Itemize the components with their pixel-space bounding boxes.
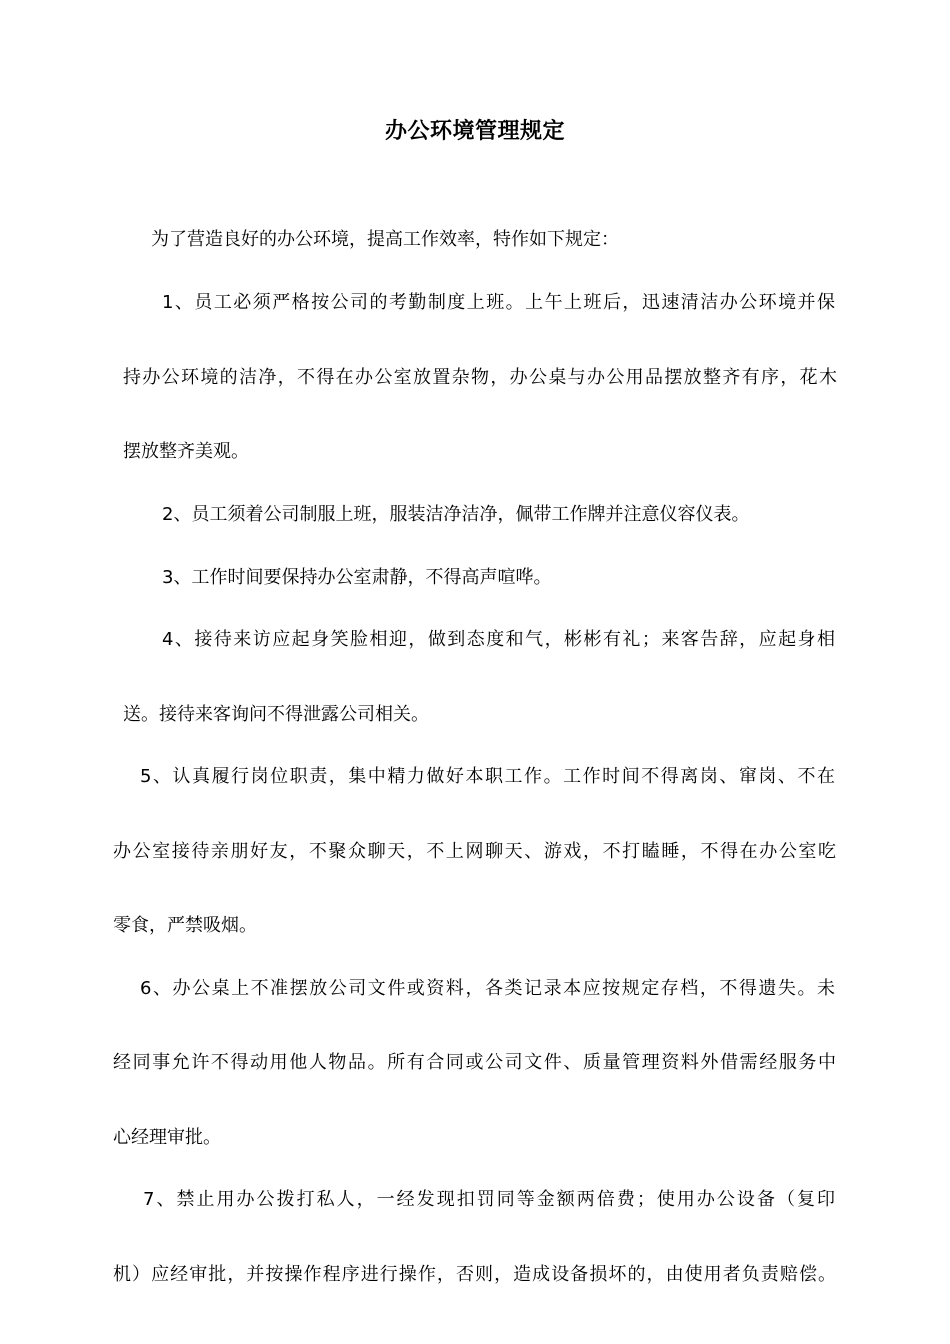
rule-2-line-1: 2、员工须着公司制服上班，服装洁净洁净，佩带工作牌并注意仪容仪表。	[162, 504, 750, 525]
rule-6-line-2: 经同事允许不得动用他人物品。所有合同或公司文件、质量管理资料外借需经服务中	[113, 1052, 836, 1073]
rule-6-line-3: 心经理审批。	[113, 1127, 221, 1148]
rule-5-line-2: 办公室接待亲朋好友，不聚众聊天，不上网聊天、游戏，不打瞌睡，不得在办公室吃	[113, 841, 836, 862]
rule-4-line-1: 4、接待来访应起身笑脸相迎，做到态度和气，彬彬有礼；来客告辞，应起身相	[162, 629, 835, 650]
rule-7-line-2: 机）应经审批，并按操作程序进行操作，否则，造成设备损坏的，由使用者负责赔偿。	[113, 1264, 836, 1285]
rule-1-line-3: 摆放整齐美观。	[123, 441, 249, 462]
rule-7-line-1: 7、禁止用办公拨打私人，一经发现扣罚同等金额两倍费；使用办公设备（复印	[143, 1189, 835, 1210]
intro-paragraph: 为了营造良好的办公环境，提高工作效率，特作如下规定：	[151, 229, 619, 250]
rule-5-line-3: 零食，严禁吸烟。	[113, 915, 257, 936]
rule-4-line-2: 送。接待来客询问不得泄露公司相关。	[123, 704, 429, 725]
document-title: 办公环境管理规定	[384, 119, 565, 144]
rule-1-line-2: 持办公环境的洁净，不得在办公室放置杂物，办公桌与办公用品摆放整齐有序，花木	[123, 367, 837, 388]
rule-5-line-1: 5、认真履行岗位职责，集中精力做好本职工作。工作时间不得离岗、窜岗、不在	[140, 766, 835, 787]
rule-6-line-1: 6、办公桌上不准摆放公司文件或资料，各类记录本应按规定存档，不得遗失。未	[140, 978, 835, 999]
rule-1-line-1: 1、员工必须严格按公司的考勤制度上班。上午上班后，迅速清洁办公环境并保	[162, 292, 835, 313]
rule-3-line-1: 3、工作时间要保持办公室肃静，不得高声喧哗。	[162, 567, 552, 588]
